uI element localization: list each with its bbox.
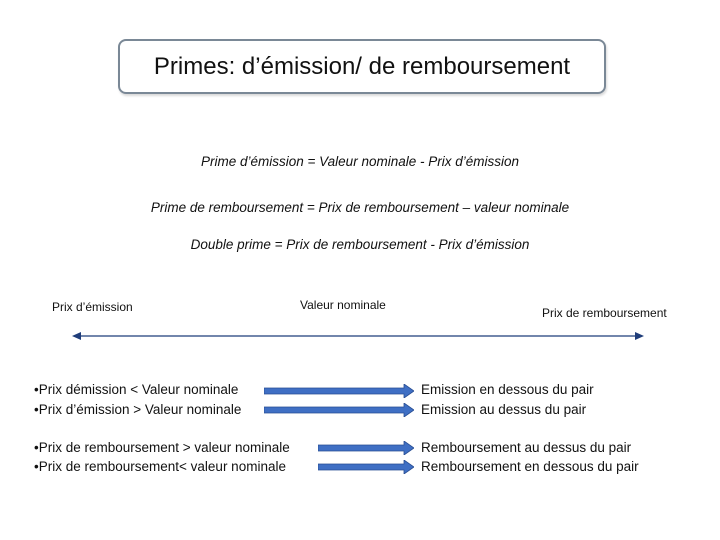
formula-prime-emission: Prime d’émission = Valeur nominale - Prix d’émission bbox=[201, 154, 519, 169]
axis-label-prix-emission: Prix d’émission bbox=[52, 300, 133, 314]
slide-title bbox=[118, 39, 606, 94]
condition-remboursement-above: •Prix de remboursement > valeur nominale bbox=[34, 440, 290, 455]
axis-label-valeur-nominale: Valeur nominale bbox=[300, 298, 386, 312]
arrow-right-icon bbox=[318, 460, 414, 474]
axis-label-prix-remboursement: Prix de remboursement bbox=[542, 306, 667, 320]
result-emission-below-par: Emission en dessous du pair bbox=[421, 382, 594, 397]
condition-remboursement-below: •Prix de remboursement< valeur nominale bbox=[34, 459, 286, 474]
formula-prime-remboursement: Prime de remboursement = Prix de remboursement – valeur nominale bbox=[150, 200, 570, 215]
condition-emission-above: •Prix d’émission > Valeur nominale bbox=[34, 402, 242, 417]
result-emission-above-par: Emission au dessus du pair bbox=[421, 402, 587, 417]
arrow-right-icon bbox=[264, 384, 414, 398]
condition-emission-below: •Prix démission < Valeur nominale bbox=[34, 382, 239, 397]
formula-double-prime: Double prime = Prix de remboursement - Prix d’émission bbox=[190, 237, 530, 252]
arrow-right-icon bbox=[318, 441, 414, 455]
result-remboursement-above-par: Remboursement au dessus du pair bbox=[421, 440, 632, 455]
arrow-right-icon bbox=[264, 403, 414, 417]
result-remboursement-below-par: Remboursement en dessous du pair bbox=[421, 459, 639, 474]
price-axis-double-arrow bbox=[72, 330, 644, 342]
slide-title-text: Primes: d’émission/ de remboursement bbox=[153, 52, 571, 80]
